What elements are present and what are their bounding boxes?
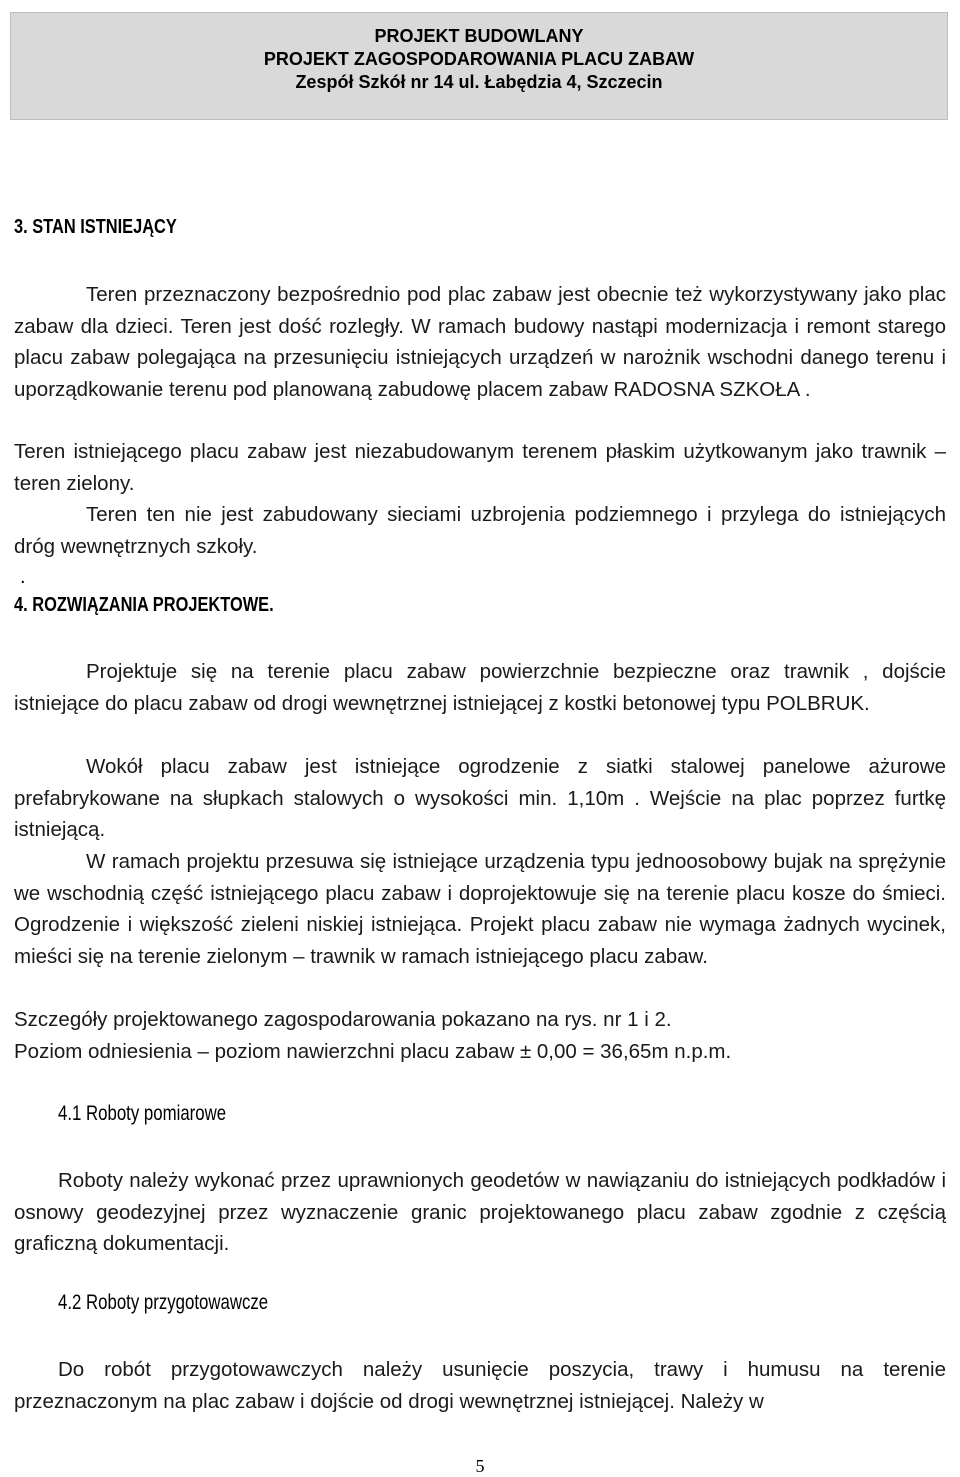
section-4-paragraph-3: W ramach projektu przesuwa się istniejące urządzenia typu jednoosobowy bujak na sprężynie we wschodnią część istniejącego placu zabaw i doprojektowuje się na terenie placu kosze do śmieci. Ogrodzenie i większość zieleni niskiej istniejąca. Projekt placu zabaw nie wymaga żadnych wycinek, mieści się na terenie zielonym – trawnik w ramach istniejącego placu zabaw. xyxy=(14,850,946,968)
page-number: 5 xyxy=(475,1456,485,1476)
header-line-2: PROJEKT ZAGOSPODAROWANIA PLACU ZABAW xyxy=(263,49,695,69)
header-line-3: Zespół Szkół nr 14 ul. Łabędzia 4, Szczecin xyxy=(295,72,663,92)
section-4-2-heading: 4.2 Roboty przygotowawcze xyxy=(58,1291,269,1314)
document-header xyxy=(10,12,948,120)
section-3-paragraph-1: Teren przeznaczony bezpośrednio pod plac zabaw jest obecnie też wykorzystywany jako plac zabaw dla dzieci. Teren jest dość rozległy. W ramach budowy nastąpi modernizacja i remont starego placu zabaw polegająca na przesunięciu istniejących urządzeń w narożnik wschodni danego terenu i uporządkowanie terenu pod planowaną zabudowę placem zabaw RADOSNA SZKOŁA . xyxy=(14,283,946,401)
section-3-heading: 3. STAN ISTNIEJĄCY xyxy=(14,216,177,238)
section-4-2-paragraph: Do robót przygotowawczych należy usunięcie poszycia, trawy i humusu na terenie przeznaczonym na plac zabaw i dojście od drogi wewnętrznej istniejącej. Należy w xyxy=(14,1358,946,1413)
section-4-paragraph-5: Poziom odniesienia – poziom nawierzchni placu zabaw ± 0,00 = 36,65m n.p.m. xyxy=(14,1040,732,1063)
stray-dot: . xyxy=(20,566,26,588)
section-4-1-heading: 4.1 Roboty pomiarowe xyxy=(58,1102,227,1125)
section-4-heading: 4. ROZWIĄZANIA PROJEKTOWE. xyxy=(14,594,274,616)
section-3-paragraph-3: Teren ten nie jest zabudowany sieciami uzbrojenia podziemnego i przylega do istniejących dróg wewnętrznych szkoły. xyxy=(14,503,946,558)
section-4-paragraph-2: Wokół placu zabaw jest istniejące ogrodzenie z siatki stalowej panelowe ażurowe prefabrykowane na słupkach stalowych o wysokości min. 1,10m . Wejście na plac poprzez furtkę istniejącą. xyxy=(14,755,946,841)
section-4-paragraph-1: Projektuje się na terenie placu zabaw powierzchnie bezpieczne oraz trawnik , dojście istniejące do placu zabaw od drogi wewnętrznej istniejącej z kostki betonowej typu POLBRUK. xyxy=(14,660,946,715)
section-3-paragraph-2: Teren istniejącego placu zabaw jest niezabudowanym terenem płaskim użytkowanym jako trawnik – teren zielony. xyxy=(14,440,946,495)
section-4-paragraph-4: Szczegóły projektowanego zagospodarowania pokazano na rys. nr 1 i 2. xyxy=(14,1008,672,1031)
section-4-1-paragraph: Roboty należy wykonać przez uprawnionych geodetów w nawiązaniu do istniejących podkładów i osnowy geodezyjnej przez wyznaczenie granic projektowanego placu zabaw zgodnie z częścią graficzną dokumentacji. xyxy=(14,1169,946,1255)
header-line-1: PROJEKT BUDOWLANY xyxy=(374,26,584,46)
